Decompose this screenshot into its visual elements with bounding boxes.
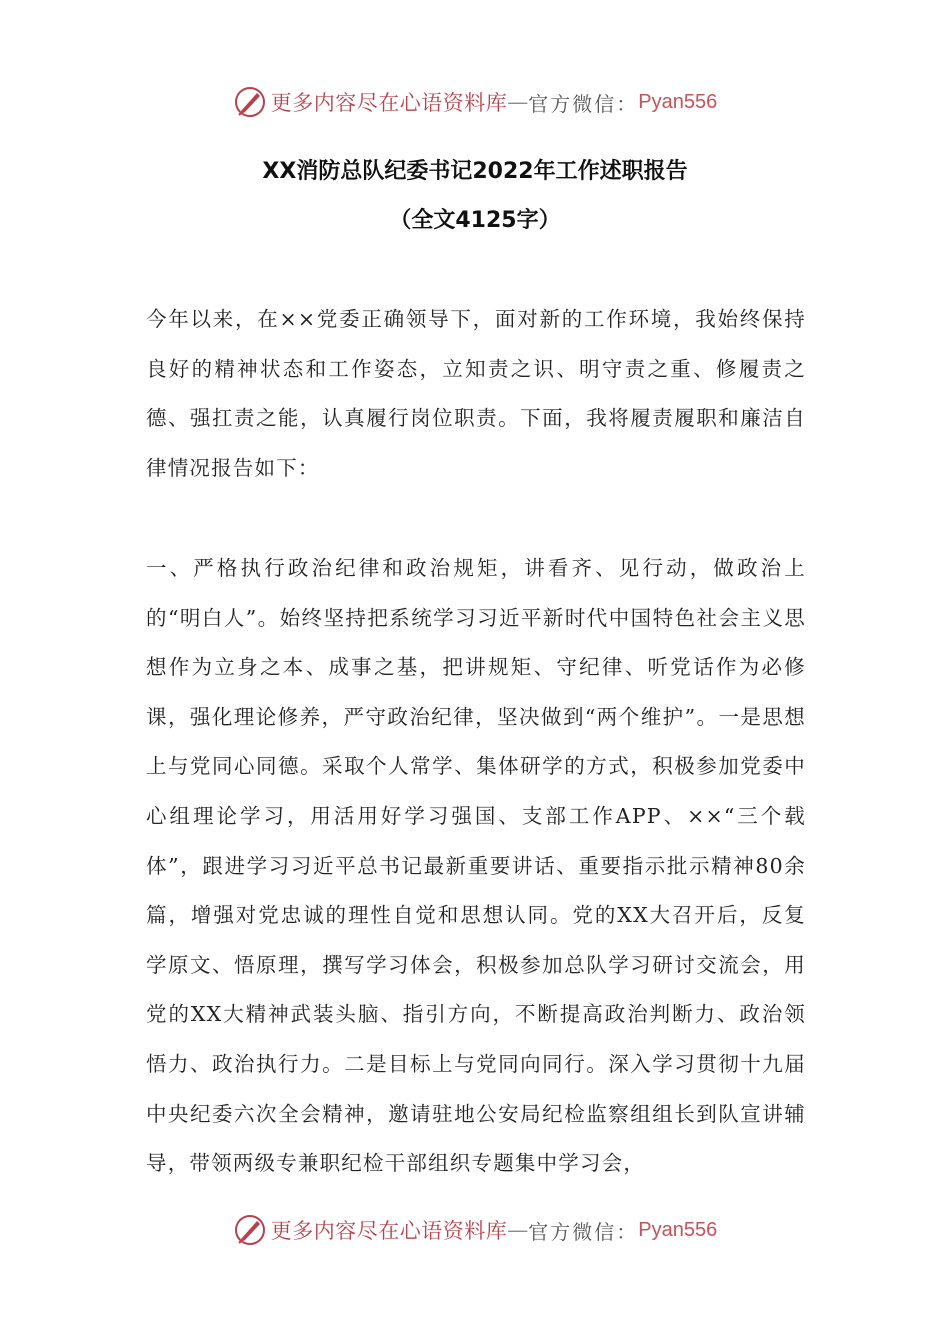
quill-logo-icon	[233, 1213, 267, 1247]
watermark-wechat-label: 官方微信：	[528, 1219, 639, 1244]
quill-logo-icon	[233, 85, 267, 119]
watermark-text: 更多内容尽在心语资料库	[270, 1219, 508, 1243]
paragraph-section-one: 一、严格执行政治纪律和政治规矩，讲看齐、见行动，做政治上的“明白人”。始终坚持把系统学习习近平新时代中国特色社会主义思想作为立身之本、成事之基，把讲规矩、守纪律、听党话作为必修课，强化理论修养，严守政治纪律，坚决做到“两个维护”。一是思想上与党同心同德。采取个人常学、集体研学的方式，积极参加党委中心组理论学习，用活用好学习强国、支部工作APP、××“三个载体”，跟进学习习近平总书记最新重要讲话、重要指示批示精神80余篇，增强对党忠诚的理性自觉和思想认同。党的XX大召开后，反复学原文、悟原理，撰写学习体会，积极参加总队学习研讨交流会，用党的XX大精神武装头脑、指引方向，不断提高政治判断力、政治领悟力、政治执行力。二是目标上与党同向同行。深入学习贯彻十九届中央纪委六次全会精神，邀请驻地公安局纪检监察组组长到队宣讲辅导，带领两级专兼职纪检干部组织专题集中学习会，	[146, 556, 806, 1176]
watermark-wechat-id: Pyan556	[638, 90, 718, 113]
paragraph-intro: 今年以来，在××党委正确领导下，面对新的工作环境，我始终保持良好的精神状态和工作姿态，立知责之识、明守责之重、修履责之德、强扛责之能，认真履行岗位职责。下面，我将履责履职和廉洁自律情况报告如下：	[146, 307, 806, 480]
document-subtitle: （全文4125字）	[389, 208, 561, 233]
watermark-banner-top	[0, 82, 950, 122]
watermark-separator: —	[507, 1218, 529, 1242]
watermark-text: 更多内容尽在心语资料库	[270, 91, 508, 115]
watermark-banner-bottom	[0, 1210, 950, 1250]
document-title: XX消防总队纪委书记2022年工作述职报告	[262, 159, 688, 184]
watermark-wechat-label: 官方微信：	[528, 91, 639, 116]
watermark-wechat-id: Pyan556	[638, 1218, 718, 1241]
watermark-separator: —	[507, 90, 529, 114]
